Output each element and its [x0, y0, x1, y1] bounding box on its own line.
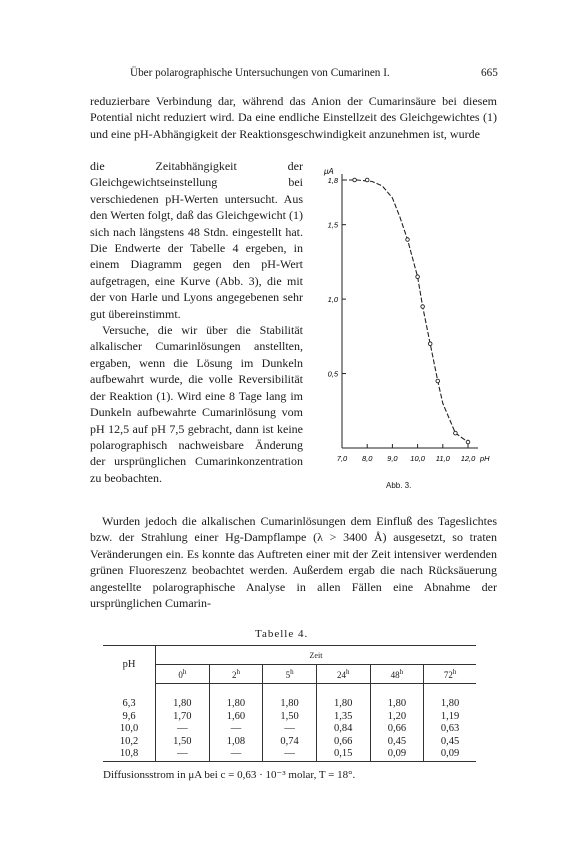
x-axis-label: pH	[480, 454, 490, 463]
time-col-3: 24$^h$	[316, 665, 370, 684]
y-axis-label: μA	[324, 167, 334, 176]
table-row	[103, 684, 476, 711]
ph-header: pH	[103, 646, 156, 684]
time-unit: h	[182, 668, 187, 676]
time-col-4: 48$^h$	[370, 665, 424, 684]
table-row	[103, 736, 476, 749]
value-cell: 0,45	[370, 736, 424, 749]
value-cell: 1,60	[209, 711, 263, 724]
value-cell: 0,84	[316, 723, 370, 736]
value-cell: —	[156, 723, 210, 736]
x-tick-label: 11,0	[435, 454, 450, 463]
body-paragraph-narrow	[90, 158, 303, 486]
paragraph-text-1: die Zeitabhängigkeit der Gleichgewichtseinstellung bei verschiedenen pH-Werten untersucht. Aus den Werten folgt, daß das Gleichgewicht (1) sich nach längstens 48 Stdn. eingestellt hat. Die Endwerte der Tabelle 4 ergeben, in einem Diagramm gegen den pH-Wert aufgetragen, eine Kurve (Abb. 3), die mit der von Harle und Lyons angegebenen sehr gut übereinstimmt.	[90, 159, 303, 321]
value-cell: 1,80	[263, 684, 317, 711]
time-header-row	[103, 665, 476, 684]
x-tick-label: 7,0	[336, 454, 348, 463]
x-tick-label: 12,0	[460, 454, 476, 463]
data-point	[421, 305, 425, 309]
value-cell: —	[263, 748, 317, 761]
y-tick-label: 1,8	[327, 176, 338, 185]
chart-line	[342, 180, 468, 442]
value-cell: 1,80	[209, 684, 263, 711]
data-point	[365, 178, 369, 182]
table-title: Tabelle 4.	[255, 628, 309, 640]
x-tick-label: 8,0	[361, 454, 373, 463]
value-cell: 0,15	[316, 748, 370, 761]
time-col-1: 2$^h$	[209, 665, 263, 684]
value-cell: —	[209, 723, 263, 736]
value-cell: 1,19	[440, 710, 460, 722]
time-unit: h	[236, 668, 240, 676]
table-footnote: Diffusionsstrom in μA bei c = 0,63 · 10⁻³ molar, T = 18°.	[103, 769, 356, 781]
data-point	[428, 342, 432, 346]
ph-cell: 10,8	[103, 748, 156, 761]
chart-ticks	[328, 176, 491, 463]
table-row	[103, 711, 476, 724]
time-col-0: 0$^h$	[156, 665, 210, 684]
value-cell: 1,80	[440, 698, 460, 709]
body-paragraph-bottom	[90, 513, 497, 611]
data-table	[103, 645, 476, 762]
time-unit: h	[399, 668, 404, 676]
x-tick-label: 10,0	[410, 454, 425, 463]
paragraph-text: Wurden jedoch die alkalischen Cumarinlösungen dem Einfluß des Tageslichtes bzw. der Strahlung einer Hg-Dampflampe (λ > 3400 Å) ausgesetzt, so traten Veränderungen ein. Es konnte das Auftreten einer mit der Zeit intensiver werdenden grünen Fluoreszenz beobachtet werden. Außerdem ergab die nach Rücksäuerung angestellte polarographische Analyse in allen Fällen eine Abnahme der ursprünglichen Cumarin-	[90, 514, 497, 611]
value-cell: 0,66	[370, 723, 424, 736]
paragraph-text-2: Versuche, die wir über die Stabilität alkalischer Cumarinlösungen anstellten, ergaben, wenn die Lösung im Dunkeln aufbewahrt wurde, die volle Reversibilität der Reaktion (1). Wird eine 8 Tage lang im Dunkeln aufbewahrte Cumarinlösung vom pH 12,5 auf pH 7,5 gebracht, dann ist keine polarographisch nachweisbare Änderung der ursprünglichen Cumarinkonzentration zu beobachten.	[90, 323, 303, 485]
y-tick-label: 0,5	[327, 369, 338, 379]
page-number: 665	[481, 67, 498, 79]
time-unit: h	[452, 668, 457, 676]
time-unit: h	[345, 668, 350, 676]
table-body	[103, 684, 476, 762]
value-cell: 1,70	[156, 711, 210, 724]
body-paragraph-top	[90, 93, 497, 142]
value-cell: —	[209, 748, 263, 761]
figure-chart	[318, 158, 508, 478]
value-cell: 0,09	[370, 748, 424, 761]
y-tick-label: 1,0	[327, 295, 338, 305]
paragraph-text: reduzierbare Verbindung dar, während das Anion der Cumarinsäure bei diesem Potential nicht reduziert wird. Da eine endliche Einstellzeit des Gleichgewichtes (1) und eine pH-Abhängigkeit der Reaktionsgeschwindigkeit anzunehmen ist, wurde	[90, 94, 497, 141]
value-cell: 1,80	[370, 684, 424, 711]
value-cell: —	[263, 723, 317, 736]
running-title: Über polarographische Untersuchungen von Cumarinen I.	[130, 67, 390, 79]
chart-markers	[353, 178, 470, 444]
time-col-2: 5$^h$	[263, 665, 317, 684]
data-point	[406, 238, 410, 242]
value-cell: 1,80	[156, 684, 210, 711]
data-point	[416, 275, 420, 279]
value-cell: —	[156, 748, 210, 761]
value-cell: 1,20	[370, 711, 424, 724]
y-tick-label: 1,5	[327, 220, 338, 230]
value-cell: 0,45	[440, 735, 460, 747]
ph-cell: 6,3	[103, 684, 156, 711]
value-cell: 0,09	[424, 748, 476, 761]
data-point	[454, 431, 458, 435]
ph-cell: 9,6	[103, 711, 156, 724]
value-cell: 0,66	[316, 736, 370, 749]
data-point	[466, 440, 470, 444]
zeit-header: Zeit	[156, 646, 477, 665]
value-cell: 0,74	[263, 736, 317, 749]
table-row	[103, 723, 476, 736]
value-cell: 0,63	[440, 723, 460, 735]
data-point	[353, 178, 357, 182]
data-point	[436, 379, 440, 383]
data-series-line	[342, 180, 468, 442]
value-cell: 1,50	[156, 736, 210, 749]
ph-cell: 10,2	[103, 736, 156, 749]
value-cell: 1,80	[316, 684, 370, 711]
value-cell: 1,08	[209, 736, 263, 749]
value-cell: 1,50	[263, 711, 317, 724]
table-row	[103, 748, 476, 761]
time-unit: h	[290, 668, 294, 676]
ph-cell: 10,0	[103, 723, 156, 736]
value-cell: 1,35	[316, 711, 370, 724]
figure-caption: Abb. 3.	[386, 481, 412, 490]
x-tick-label: 9,0	[387, 454, 398, 463]
chart-axes	[323, 167, 478, 448]
time-col-5: 72$^h$	[424, 665, 476, 684]
